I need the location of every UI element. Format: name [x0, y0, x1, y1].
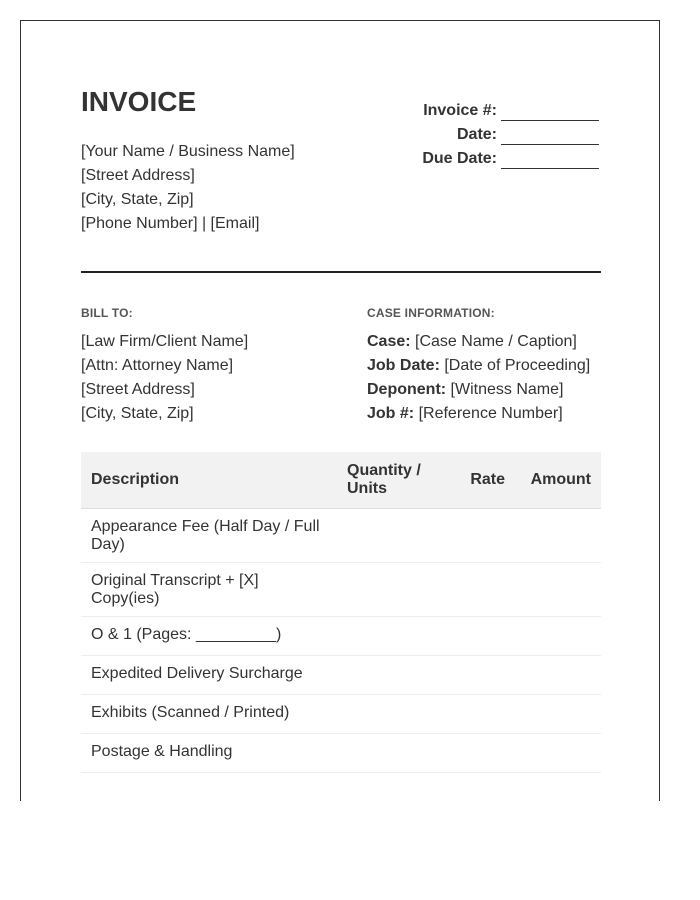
invoice-number-label: Invoice #: [423, 102, 497, 119]
item-quantity[interactable] [337, 733, 447, 772]
item-description: Original Transcript + [X] Copy(ies) [81, 562, 337, 616]
case-label: Case: [367, 333, 411, 350]
item-amount[interactable] [505, 655, 601, 694]
invoice-date-blank[interactable] [501, 128, 599, 145]
item-description: Appearance Fee (Half Day / Full Day) [81, 508, 337, 562]
invoice-number-row [422, 99, 599, 123]
job-number-row [367, 402, 590, 426]
table-row [81, 508, 601, 562]
invoice-title: INVOICE [81, 86, 197, 117]
bill-to-heading: BILL TO: [81, 306, 133, 320]
due-date-row [422, 147, 599, 171]
bill-to-line: [City, State, Zip] [81, 405, 194, 422]
sender-contact: [Phone Number] | [Email] [81, 215, 260, 232]
due-date-blank[interactable] [501, 152, 599, 169]
amount-column-header: Amount [505, 452, 601, 508]
bill-to-line: [Street Address] [81, 381, 195, 398]
item-rate[interactable] [447, 694, 505, 733]
table-row [81, 562, 601, 616]
job-number-value: [Reference Number] [414, 405, 563, 422]
item-quantity[interactable] [337, 508, 447, 562]
job-number-label: Job #: [367, 405, 415, 422]
job-date-row [367, 354, 590, 378]
sender-city: [City, State, Zip] [81, 191, 194, 208]
table-header-row [81, 452, 601, 508]
rate-column-header: Rate [447, 452, 505, 508]
case-information-block [367, 306, 590, 426]
bill-to-block [81, 306, 248, 426]
item-rate[interactable] [447, 733, 505, 772]
invoice-date-row [422, 123, 599, 147]
item-rate[interactable] [447, 508, 505, 562]
item-quantity[interactable] [337, 616, 447, 655]
invoice-number-blank[interactable] [501, 104, 599, 121]
sender-name: [Your Name / Business Name] [81, 143, 295, 160]
case-information-heading: CASE INFORMATION: [367, 306, 495, 320]
line-items-table [81, 452, 601, 773]
deponent-row [367, 378, 590, 402]
bill-to-line: [Attn: Attorney Name] [81, 357, 234, 374]
item-description: Exhibits (Scanned / Printed) [81, 694, 337, 733]
item-amount[interactable] [505, 733, 601, 772]
job-date-value: [Date of Proceeding] [439, 357, 591, 374]
bill-to-line: [Law Firm/Client Name] [81, 333, 249, 350]
case-value: [Case Name / Caption] [410, 333, 577, 350]
table-row [81, 616, 601, 655]
item-quantity[interactable] [337, 694, 447, 733]
table-row [81, 694, 601, 733]
item-rate[interactable] [447, 562, 505, 616]
item-description: Postage & Handling [81, 733, 337, 772]
invoice-date-label: Date: [456, 126, 497, 143]
header-divider [81, 271, 601, 273]
item-description: O & 1 (Pages: _________) [81, 616, 337, 655]
table-row [81, 655, 601, 694]
item-description: Expedited Delivery Surcharge [81, 655, 337, 694]
deponent-value: [Witness Name] [446, 381, 564, 398]
due-date-label: Due Date: [422, 150, 497, 167]
description-column-header: Description [81, 452, 337, 508]
sender-street: [Street Address] [81, 167, 195, 184]
job-date-label: Job Date: [367, 357, 440, 374]
item-rate[interactable] [447, 616, 505, 655]
item-quantity[interactable] [337, 562, 447, 616]
item-amount[interactable] [505, 694, 601, 733]
item-amount[interactable] [505, 508, 601, 562]
invoice-page [20, 20, 660, 801]
item-amount[interactable] [505, 616, 601, 655]
case-row [367, 330, 590, 354]
deponent-label: Deponent: [367, 381, 447, 398]
invoice-meta [422, 99, 599, 171]
quantity-column-header: Quantity / Units [337, 452, 447, 508]
table-row [81, 733, 601, 772]
item-amount[interactable] [505, 562, 601, 616]
sender-block [81, 140, 295, 236]
item-rate[interactable] [447, 655, 505, 694]
item-quantity[interactable] [337, 655, 447, 694]
